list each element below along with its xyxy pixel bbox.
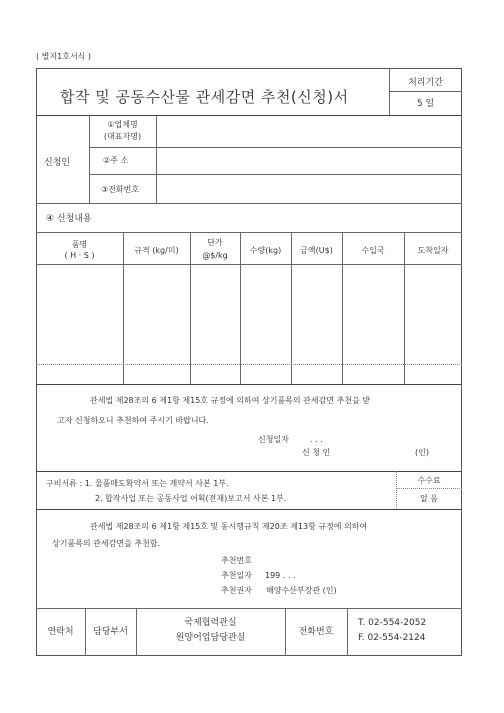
address-label: ②주 소 xyxy=(103,156,129,165)
col-unit-price-unit: @$/kg xyxy=(202,251,228,260)
contact-tel: T. 02-554-2052 xyxy=(358,618,427,628)
col-import-country: 수입국 xyxy=(361,246,385,255)
recommendation-authority-value: 해양수산부장관 (인) xyxy=(266,586,337,595)
col-item-name: 품명 xyxy=(71,240,88,249)
address-field[interactable] xyxy=(157,148,461,174)
applicant-label: 신청인 xyxy=(44,158,71,168)
department-label: 담당부서 xyxy=(93,627,128,637)
phone-label: ③전화번호 xyxy=(101,185,140,194)
application-date-label: 신청일자 xyxy=(258,435,289,444)
department-line-2: 원양어업담당관실 xyxy=(175,633,246,643)
contact-divider-2 xyxy=(136,608,137,656)
form-label: ( 별지1호서식 ) xyxy=(36,52,92,61)
col-amount: 금액(U$) xyxy=(300,246,333,255)
recommendation-date-label: 추천일자 xyxy=(221,571,252,580)
representative-label: (대표자명) xyxy=(103,132,142,141)
fee-dotted-line xyxy=(396,488,462,489)
processing-label: 처리기간 xyxy=(408,78,443,88)
col-item-hs: ( H · S ) xyxy=(64,251,95,260)
request-dotted-line xyxy=(36,364,462,365)
declaration-applicant-label: 신 청 인 xyxy=(302,448,331,457)
documents-item-2: 2. 합작사업 또는 공동사업 어획(전재)보고서 사본 1부. xyxy=(95,494,287,503)
declaration-line-2: 고자 신청하오니 추천하여 주시기 바랍니다. xyxy=(57,416,209,425)
declaration-seal: (인) xyxy=(415,448,429,457)
company-name-field[interactable] xyxy=(157,116,461,147)
application-date-dots: . . . xyxy=(310,435,323,444)
processing-value: 5 일 xyxy=(416,99,435,109)
request-bottom-line xyxy=(36,384,462,385)
declaration-bottom-line xyxy=(36,471,462,472)
request-entry-area[interactable] xyxy=(37,265,461,364)
recommendation-number-label: 추천번호 xyxy=(221,556,252,565)
col-arrival-date: 도착일자 xyxy=(417,246,449,255)
fee-label: 수수료 xyxy=(417,476,441,485)
contact-label: 연락처 xyxy=(47,627,74,637)
recommendation-authority-label: 추천권자 xyxy=(221,586,252,595)
col-unit-price: 단가 xyxy=(207,238,223,247)
documents-item-1: 구비서류 : 1. 물품매도확약서 또는 계약서 사본 1부. xyxy=(46,479,229,488)
phone-field[interactable] xyxy=(157,175,461,203)
request-label: ④ 신청내용 xyxy=(46,214,92,224)
recommendation-line-1: 관세법 제28조의 6 제1항 제15호 및 동시행규칙 제20조 제13항 규정에 의하여 xyxy=(90,522,368,531)
contact-phone-label: 전화번호 xyxy=(298,627,334,637)
contact-divider-4 xyxy=(347,608,348,656)
recommendation-line-2: 상기품목의 관세감면을 추천함. xyxy=(52,539,161,548)
processing-divider xyxy=(389,91,462,92)
recommendation-bottom-line xyxy=(36,608,462,609)
form-title: 합작 및 공동수산물 관세감면 추천(신청)서 xyxy=(60,88,349,106)
fee-value: 없 음 xyxy=(420,494,438,503)
department-line-1: 국제협력관실 xyxy=(184,618,237,628)
company-name-label: ①업체명 xyxy=(107,120,138,129)
recommendation-date-value: 199 . . . xyxy=(265,571,296,580)
col-quantity: 수량(kg) xyxy=(249,246,282,255)
declaration-line-1: 관세법 제28조의 6 제1항 제15호 규정에 의하여 상기품목의 관세감면 추천을 받 xyxy=(90,396,371,405)
documents-bottom-line xyxy=(36,509,462,510)
request-header-top-line xyxy=(36,232,462,233)
col-spec: 규격 (kg/미) xyxy=(134,246,179,255)
contact-fax: F. 02-554-2124 xyxy=(358,633,426,643)
applicant-bottom-line xyxy=(36,203,462,204)
